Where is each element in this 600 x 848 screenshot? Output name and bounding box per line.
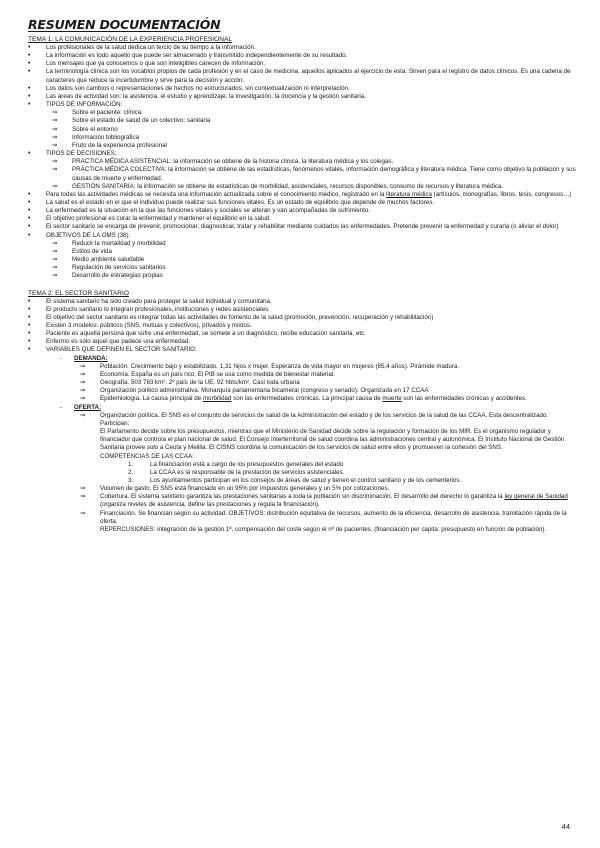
org-intro: ⇒ Organización política. El SNS es el conjunto de servicios de salud de la Administración del estado y de los servicios de la salud de las CCAA. Esta descentralizado. Participan: bbox=[100, 411, 549, 427]
list-item: • Las áreas de actividad son: la asistencia, el estudio y aprendizaje, la investigación, la docencia y la gestión sanitaria. bbox=[28, 93, 576, 101]
section-heading-tema-2: TEMA 2: EL SECTOR SANITARIO bbox=[28, 289, 130, 297]
list-item: • Paciente es aquella persona que sufre una enfermedad, se somete a un diagnóstico, recibe educación sanitaria, etc. bbox=[28, 330, 576, 338]
section-tema-2 bbox=[28, 289, 576, 535]
ley-general-sanidad-term: ley general de Sanidad bbox=[504, 493, 568, 501]
arrow-item: ⇒ Estilos de vida bbox=[46, 248, 576, 256]
list-item-tipos-decisiones-label: • TIPOS DE DECISIONES: bbox=[28, 150, 576, 158]
arrow-item: ⇒ Fruto de la experiencia profesional bbox=[46, 142, 576, 150]
arrow-item: ⇒ Geografía. 503 783 km². 2º país de la UE. 92 hbts/km². Casi toda urbana bbox=[74, 379, 576, 387]
list-item: • La salud es el estado en el que el individuo puede realizar sus funciones vitales. Es un estado de equilibrio que depende de muchos factores. bbox=[28, 199, 576, 207]
tema-2-list bbox=[28, 298, 576, 355]
list-item: • El sistema sanitario ha sido creado para proteger la salud individual y comunitaria. bbox=[28, 298, 576, 306]
literatura-medica-term: literatura médica bbox=[386, 190, 432, 198]
tipos-informacion-list bbox=[28, 109, 576, 150]
arrow-item-organizacion-politica bbox=[74, 412, 576, 485]
tema-1-list bbox=[28, 44, 576, 109]
org-detail: El Parlamento decide sobre los presupuestos, mientras que el Ministerio de Sanidad decide sobre la regulación y formación de los MIR. Es el organismo regulador y financiador que controla el plan nacional de salud. El Consejo Interterritorial de salud coordina las administraciones central y autonómica. El Instituto Nacional de Gestión Sanitaria provee solo a Ceuta y Melilla. El CISNS coordina la comunicación de los servicios de salud entre ellos y promueven la cohesión del SNS. bbox=[100, 428, 565, 452]
page-number: 44 bbox=[561, 822, 570, 831]
arrow-item: ⇒ Desarrollo de estrategias propias bbox=[46, 272, 576, 280]
demanda-label: DEMANDA: bbox=[74, 354, 108, 362]
repercusiones-text: REPERCUSIONES: integración de la gestión 1ª, compensación del coste según el nº de pacientes. (financiación per capita: presupuesto en función de población). bbox=[100, 525, 547, 533]
list-item: • La terminología clínica son los vocablos propios de cada profesión y en el caso de medicina, aquellos aplicados al ejercicio de esta. Sirven para el registro de datos clínicos. Es una cadena de caracteres que reduce la incertidumbre y sirve para la decisión y acción. bbox=[28, 68, 576, 84]
list-item-variables-label: • VARIABLES QUE DEFINEN EL SECTOR SANITARIO: bbox=[28, 346, 576, 354]
muerte-term: muerte bbox=[382, 395, 402, 403]
list-item: • Los mensajes que ya conocemos o que son inteligibles carecen de información. bbox=[28, 60, 576, 68]
list-item: • Los profesionales de la salud dedica un tercio de su tiempo a la información. bbox=[28, 44, 576, 52]
arrow-item: ⇒ Organización político administrativa. Monarquía parlamentaria bicameral (congreso y senado). Organizada en 17 CCAA bbox=[74, 387, 576, 395]
list-item: • Existen 3 modelos: públicos (SNS, mutuas y colectivos), privados y mixtos. bbox=[28, 322, 576, 330]
competencias-label: COMPETENCIAS DE LAS CCAA: bbox=[100, 452, 194, 460]
morbilidad-term: morbilidad bbox=[202, 395, 232, 403]
list-item: • Los datos son cambios o representaciones de hechos no estructurados, sin contextualización ni interpretación. bbox=[28, 85, 576, 93]
competencia-item: 3. Los ayuntamientos participan en los consejos de áreas de salud y tienen el control sanitario y de los cementerios. bbox=[128, 476, 462, 484]
oferta-subsection bbox=[56, 404, 576, 412]
arrow-item: ⇒ Regulación de servicios sanitarios bbox=[46, 264, 576, 272]
list-item-literatura: • Para todas las actividades médicas se necesita una información actualizada sobre el conocimiento médico, registrado en la literatura médica (artículos, monografías, libros, tesis, congresos…) bbox=[28, 191, 576, 199]
list-item: • La información es todo aquello que puede ser almacenado y transmitido independientemente de su resultado. bbox=[28, 52, 576, 60]
arrow-item: ⇒ GESTIÓN SANITARIA: la información se obtiene de estadísticas de morbilidad, asistenciales, recursos disponibles, consumo de recursos y literatura médica. bbox=[46, 183, 576, 191]
arrow-item-epidemiologia: ⇒ Epidemiología. La causa principal de morbilidad son las enfermedades crónicas. La principal causa de muerte son las enfermedades crónicas y accidentes. bbox=[74, 395, 576, 403]
arrow-item: ⇒ PRACTICA MÉDICA ASISTENCIAL: la información se obtiene de la historia clínica, la literatura médica y los colegas. bbox=[46, 158, 576, 166]
list-item: • El objetivo profesional es curar la enfermedad y mantener el equilibrio en la salud. bbox=[28, 215, 576, 223]
objetivos-oms-list bbox=[28, 240, 576, 281]
oferta-label: OFERTA: bbox=[74, 403, 102, 411]
tema-1-list-b bbox=[28, 191, 576, 240]
tipos-decisiones-list bbox=[28, 158, 576, 191]
tipos-decisiones-block bbox=[28, 150, 576, 158]
oferta-list bbox=[28, 412, 576, 534]
arrow-item: ⇒ Sobre el estado de salud de un colectivo: sanitaria bbox=[46, 117, 576, 125]
demanda-list bbox=[28, 363, 576, 404]
competencia-item: 2. La CCAA es la responsable de la prestación de servicios asistenciales. bbox=[128, 468, 345, 476]
list-item-objetivos-oms-label: • OBJETIVOS DE LA OMS (38): bbox=[28, 232, 576, 240]
arrow-item: ⇒ Información bibliográfica bbox=[46, 134, 576, 142]
list-item-tipos-informacion-label: • TIPOS DE INFORMACIÓN: bbox=[28, 101, 576, 109]
arrow-item: ⇒ Población. Crecimiento bajo y estabilizado. 1,31 hijos x mujer. Esperanza de vida mayor en mujeres (85,4 años). Pirámide madura. bbox=[74, 363, 576, 371]
section-tema-1 bbox=[28, 35, 576, 281]
document-title: RESUMEN DOCUMENTACIÓN bbox=[28, 17, 221, 32]
arrow-item-financiacion bbox=[74, 510, 576, 534]
arrow-item: ⇒ Reducir la mortalidad y morbilidad bbox=[46, 240, 576, 248]
list-item: • Enfermo es sólo aquel que padece una enfermedad. bbox=[28, 338, 576, 346]
arrow-item: ⇒ Volumen de gasto. El SNS está financiado en un 95% por impuestos generales y un 5% por cotizaciones. bbox=[74, 485, 576, 493]
list-item: • La enfermedad es la situación en la que las funciones vitales y sociales se alteran y van acompañadas de sufrimiento. bbox=[28, 207, 576, 215]
list-item: • El objetivo del sector sanitario es integrar todas las actividades de fomento de la salud (promoción, prevención, recuperación y rehabilitación) bbox=[28, 314, 576, 322]
arrow-item: ⇒ PRÁCTICA MÉDICA COLECTIVA: la información se obtiene de las estadísticas, fenómenos vitales, información demográfica y literatura médica. Tiene como objetivo la población y sus causas de muerte y enfermedad. bbox=[46, 166, 576, 182]
competencia-item: 1. La financiación está a cargo de los presupuestos generales del estado bbox=[128, 460, 344, 468]
list-item: • El sector sanitario se encarga de prevenir, promocionar, diagnosticar, tratar y rehabilitar mediante cuidados las enfermedades. Pretende prevenir la enfermedad y curarla (o aliviar el dolor) bbox=[28, 223, 576, 231]
arrow-item: ⇒ Economía. España es un país rico. El PIB se usa como medida de bienestar material. bbox=[74, 371, 576, 379]
arrow-item: ⇒ Medio ambiente saludable bbox=[46, 256, 576, 264]
competencias-list bbox=[100, 461, 576, 485]
list-item: • El producto sanitario lo integran profesionales, instituciones y redes asistenciales bbox=[28, 306, 576, 314]
financiacion-text: ⇒ Financiación. Se financian según su actividad. OBJETIVOS: distribución equitativa de recursos, aumento de la eficiencia, desarrollo de asistencia, tramitación rápida de la oferta. bbox=[100, 509, 567, 525]
demanda-subsection bbox=[56, 355, 576, 363]
section-heading-tema-1: TEMA 1: LA COMUNICACIÓN DE LA EXPERIENCIA PROFESIONAL bbox=[28, 36, 233, 43]
arrow-item: ⇒ Sobre el paciente: clínica bbox=[46, 109, 576, 117]
arrow-item: ⇒ Sobre el entorno bbox=[46, 126, 576, 134]
arrow-item-cobertura: ⇒ Cobertura. El sistema sanitario garantiza las prestaciones sanitarias a toda la población sin discriminación. El desarrollo del derecho lo garantiza la ley general de Sanidad (organiza niveles de asistencia, define las prestaciones y regula la financiación). bbox=[74, 493, 576, 509]
document-page bbox=[28, 18, 576, 534]
